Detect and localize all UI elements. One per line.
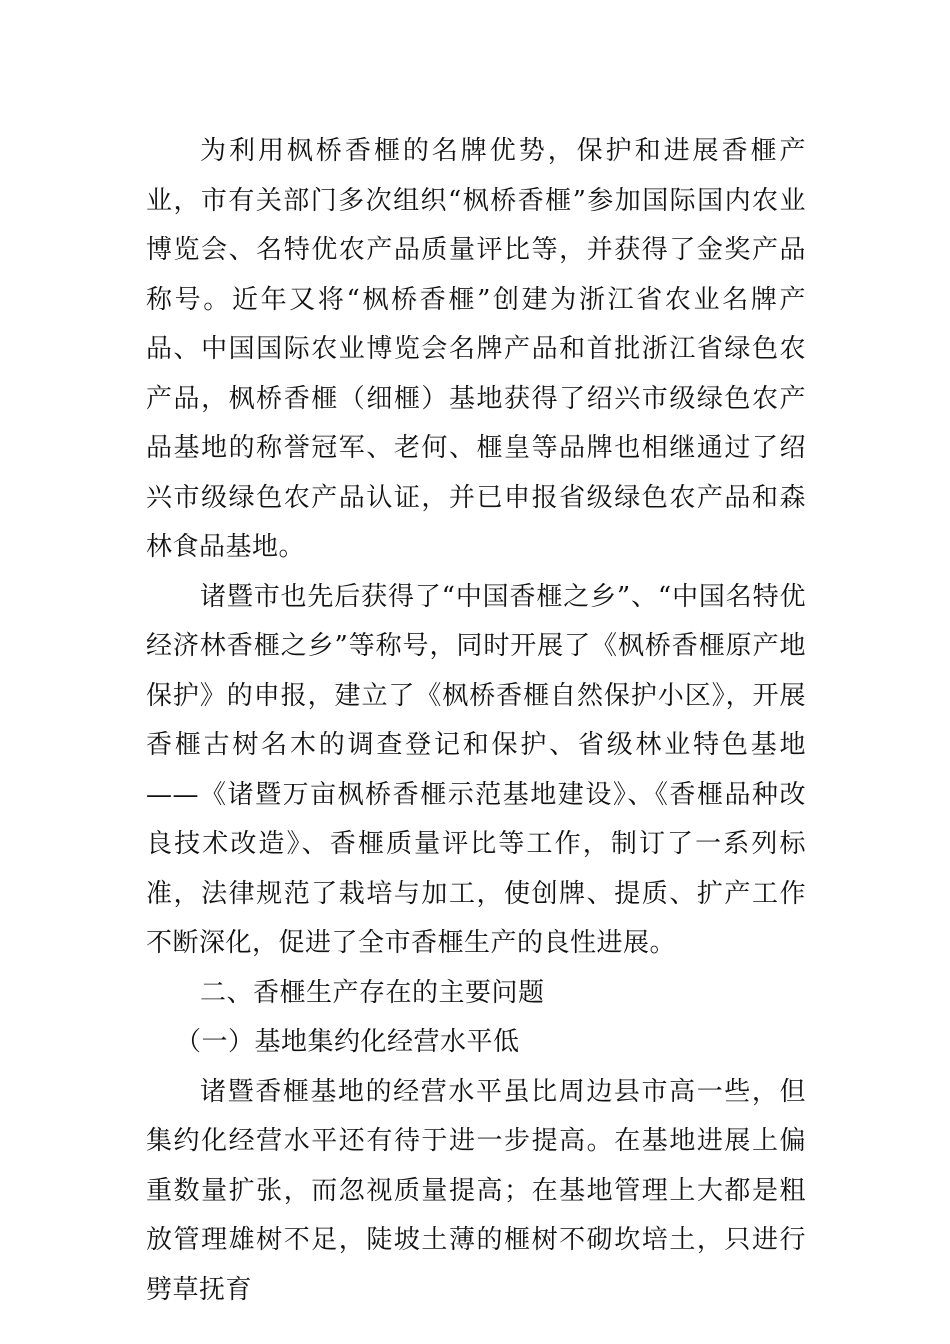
subsection-heading: （一）基地集约化经营水平低 xyxy=(175,1027,520,1057)
paragraph-2: 诸暨市也先后获得了“中国香榧之乡”、“中国名特优经济林香榧之乡”等称号，同时开展了《枫桥香榧原产地保护》的申报，建立了《枫桥香榧自然保护小区》，开展香榧古树名木的调查登记和保护、省级林业特色基地——《诸暨万亩枫桥香榧示范基地建设》、《香榧品种改良技术改造》、香榧质量评比等工作，制订了一系列标准，法律规范了栽培与加工，使创牌、提质、扩产工作不断深化，促进了全市香榧生产的良性进展。 xyxy=(146,581,806,958)
paragraph-3: 诸暨香榧基地的经营水平虽比周边县市高一些，但集约化经营水平还有待于进一步提高。在基地进展上偏重数量扩张，而忽视质量提高；在基地管理上大都是粗放管理雄树不足，陡坡土薄的榧树不砌坎培土，只进行劈草抚育 xyxy=(146,1076,806,1305)
section-heading: 二、香榧生产存在的主要问题 xyxy=(200,977,545,1008)
paragraph-1: 为利用枫桥香榧的名牌优势，保护和进展香榧产业，市有关部门多次组织“枫桥香榧”参加国际国内农业博览会、名特优农产品质量评比等，并获得了金奖产品称号。近年又将“枫桥香榧”创建为浙江省农业名牌产品、中国国际农业博览会名牌产品和首批浙江省绿色农产品，枫桥香榧（细榧）基地获得了绍兴市级绿色农产品基地的称誉冠军、老何、榧皇等品牌也相继通过了绍兴市级绿色农产品认证，并已申报省级绿色农产品和森林食品基地。 xyxy=(146,136,806,562)
document-body xyxy=(146,127,806,1315)
